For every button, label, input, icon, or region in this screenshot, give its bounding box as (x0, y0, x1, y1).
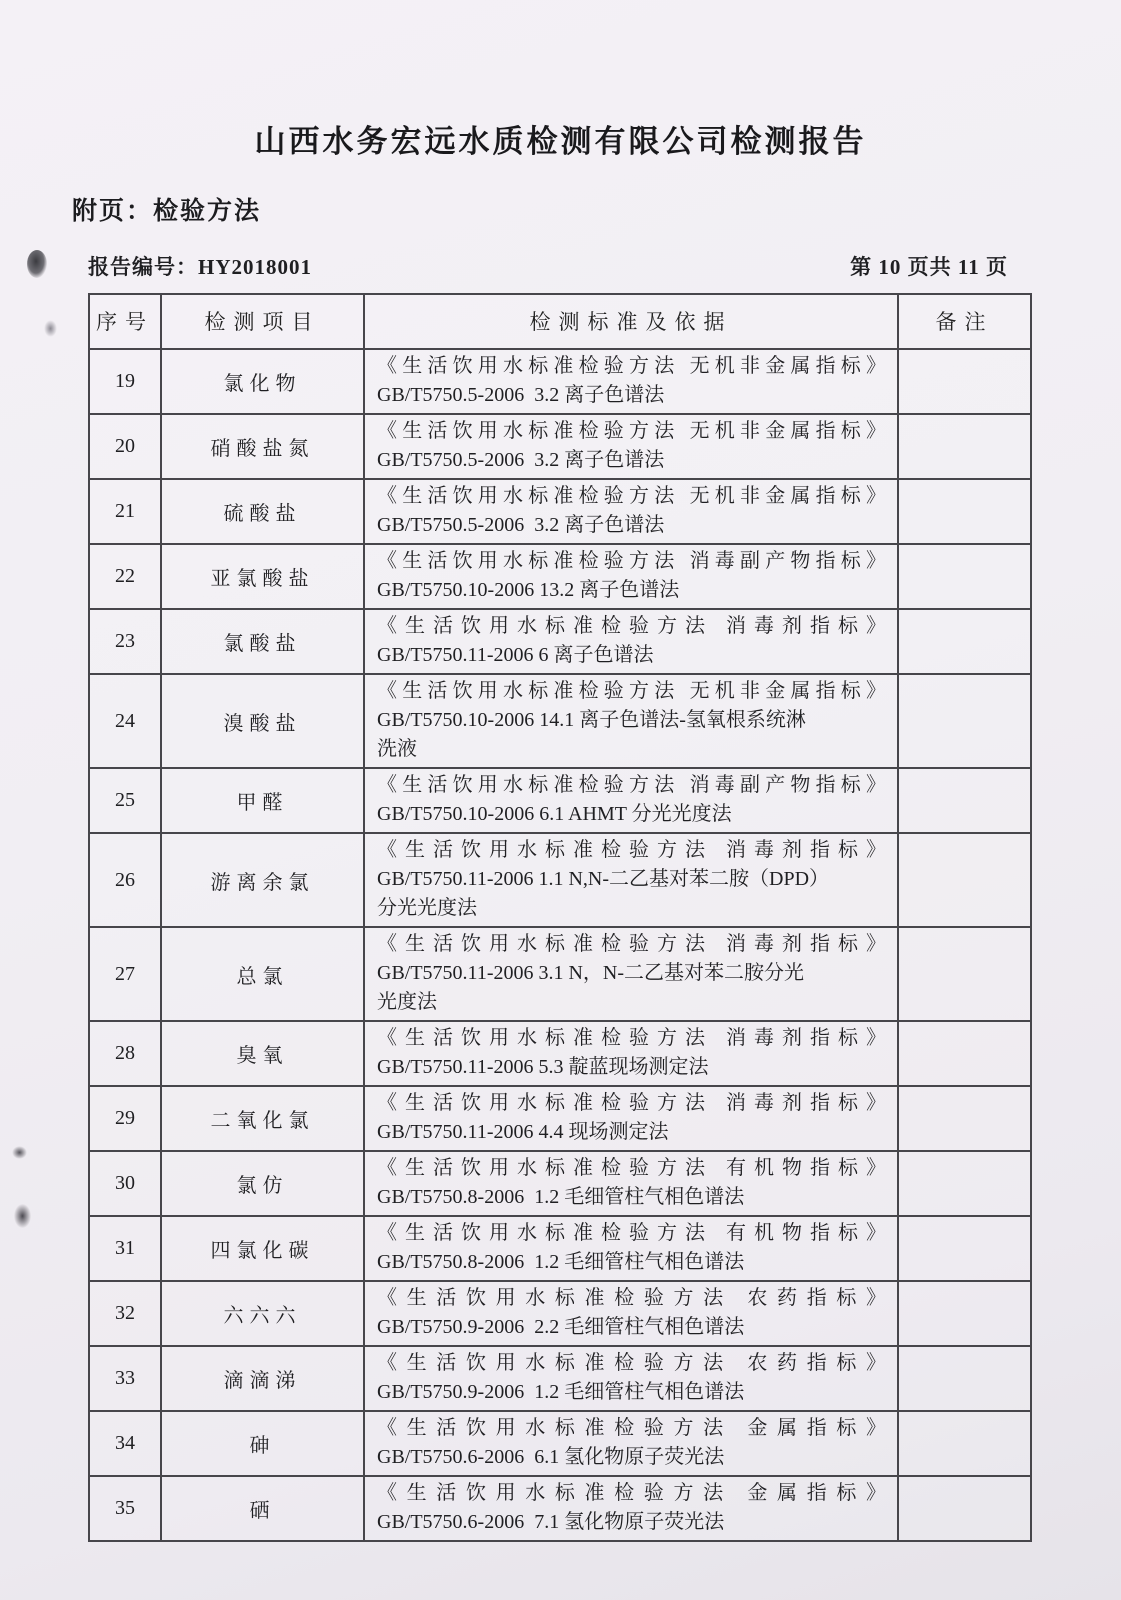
standard-method-line: GB/T5750.6-2006 7.1 氢化物原子荧光法 (377, 1511, 725, 1533)
standard-title-line: 《生活饮用水标准检验方法 消毒副产物指标》 (377, 774, 887, 796)
page-indicator: 第 10 页共 11 页 (850, 255, 1008, 279)
row-item: 总氯 (161, 927, 364, 1021)
row-no: 29 (89, 1086, 161, 1151)
row-item: 氯化物 (161, 349, 364, 414)
row-remark (898, 1216, 1031, 1281)
standard-title-line: 《生活饮用水标准检验方法 消毒剂指标》 (377, 839, 887, 861)
row-standard (364, 1346, 898, 1411)
row-remark (898, 1411, 1031, 1476)
table-row (89, 1346, 1031, 1411)
row-remark (898, 1021, 1031, 1086)
row-no: 34 (89, 1411, 161, 1476)
row-no: 33 (89, 1346, 161, 1411)
row-standard (364, 349, 898, 414)
row-item: 游离余氯 (161, 833, 364, 927)
header-remark: 备注 (898, 294, 1031, 349)
row-remark (898, 414, 1031, 479)
row-no: 27 (89, 927, 161, 1021)
row-remark (898, 1346, 1031, 1411)
row-item: 二氧化氯 (161, 1086, 364, 1151)
row-no: 32 (89, 1281, 161, 1346)
methods-table (88, 293, 1032, 1542)
header-item: 检测项目 (161, 294, 364, 349)
standard-method-line: GB/T5750.6-2006 6.1 氢化物原子荧光法 (377, 1446, 725, 1468)
row-remark (898, 544, 1031, 609)
row-item: 氯酸盐 (161, 609, 364, 674)
row-item: 溴酸盐 (161, 674, 364, 768)
standard-method-line: GB/T5750.11-2006 5.3 靛蓝现场测定法 (377, 1056, 709, 1078)
row-no: 21 (89, 479, 161, 544)
standard-title-line: 《生活饮用水标准检验方法 消毒剂指标》 (377, 615, 887, 637)
row-remark (898, 833, 1031, 927)
row-no: 26 (89, 833, 161, 927)
standard-title-line: 《生活饮用水标准检验方法 消毒副产物指标》 (377, 550, 887, 572)
row-no: 28 (89, 1021, 161, 1086)
row-standard (364, 1151, 898, 1216)
row-remark (898, 1476, 1031, 1541)
scan-artifact (44, 320, 57, 337)
standard-method-line: GB/T5750.5-2006 3.2 离子色谱法 (377, 514, 665, 536)
standard-title-line: 《生活饮用水标准检验方法 消毒剂指标》 (377, 1092, 887, 1114)
row-item: 亚氯酸盐 (161, 544, 364, 609)
row-no: 20 (89, 414, 161, 479)
table-row (89, 1021, 1031, 1086)
table-row (89, 1476, 1031, 1541)
row-no: 24 (89, 674, 161, 768)
row-no: 31 (89, 1216, 161, 1281)
row-standard (364, 768, 898, 833)
row-item: 砷 (161, 1411, 364, 1476)
methods-table-body (89, 349, 1031, 1541)
row-standard (364, 609, 898, 674)
standard-method-line: GB/T5750.5-2006 3.2 离子色谱法 (377, 449, 665, 471)
standard-title-line: 《生活饮用水标准检验方法 无机非金属指标》 (377, 420, 887, 442)
table-row (89, 609, 1031, 674)
row-remark (898, 927, 1031, 1021)
scan-artifact (12, 1146, 27, 1159)
standard-method-line: GB/T5750.9-2006 1.2 毛细管柱气相色谱法 (377, 1381, 745, 1403)
standard-method-line: GB/T5750.8-2006 1.2 毛细管柱气相色谱法 (377, 1186, 745, 1208)
row-standard (364, 1281, 898, 1346)
row-standard (364, 1086, 898, 1151)
row-standard (364, 1216, 898, 1281)
standard-method-line: GB/T5750.10-2006 6.1 AHMT 分光光度法 (377, 803, 732, 825)
row-item: 滴滴涕 (161, 1346, 364, 1411)
row-no: 19 (89, 349, 161, 414)
standard-method-line: GB/T5750.10-2006 14.1 离子色谱法-氢氧根系统淋 (377, 709, 806, 731)
standard-title-line: 《生活饮用水标准检验方法 有机物指标》 (377, 1222, 887, 1244)
row-standard (364, 414, 898, 479)
scan-artifact (27, 250, 47, 278)
table-row (89, 479, 1031, 544)
standard-title-line: 《生活饮用水标准检验方法 金属指标》 (377, 1417, 887, 1439)
row-no: 23 (89, 609, 161, 674)
row-item: 氯仿 (161, 1151, 364, 1216)
standard-title-line: 《生活饮用水标准检验方法 消毒剂指标》 (377, 1027, 887, 1049)
row-standard (364, 479, 898, 544)
standard-title-line: 《生活饮用水标准检验方法 农药指标》 (377, 1352, 887, 1374)
header-seq: 序号 (89, 294, 161, 349)
row-remark (898, 768, 1031, 833)
table-row (89, 1151, 1031, 1216)
standard-title-line: 《生活饮用水标准检验方法 无机非金属指标》 (377, 485, 887, 507)
row-standard (364, 1021, 898, 1086)
row-item: 硫酸盐 (161, 479, 364, 544)
standard-title-line: 《生活饮用水标准检验方法 有机物指标》 (377, 1157, 887, 1179)
scan-artifact (14, 1204, 31, 1228)
table-row (89, 1216, 1031, 1281)
row-standard (364, 927, 898, 1021)
row-item: 六六六 (161, 1281, 364, 1346)
standard-title-line: 《生活饮用水标准检验方法 金属指标》 (377, 1482, 887, 1504)
row-no: 30 (89, 1151, 161, 1216)
row-standard (364, 674, 898, 768)
row-remark (898, 1151, 1031, 1216)
row-no: 35 (89, 1476, 161, 1541)
standard-method-line: 洗液 (377, 738, 417, 760)
standard-title-line: 《生活饮用水标准检验方法 消毒剂指标》 (377, 933, 887, 955)
row-item: 硝酸盐氮 (161, 414, 364, 479)
row-item: 硒 (161, 1476, 364, 1541)
standard-method-line: GB/T5750.10-2006 13.2 离子色谱法 (377, 579, 680, 601)
table-row (89, 833, 1031, 927)
standard-method-line: GB/T5750.11-2006 1.1 N,N-二乙基对苯二胺（DPD） (377, 868, 830, 890)
standard-method-line: GB/T5750.11-2006 3.1 N，N-二乙基对苯二胺分光 (377, 962, 805, 984)
standard-method-line: GB/T5750.5-2006 3.2 离子色谱法 (377, 384, 665, 406)
table-row (89, 768, 1031, 833)
standard-method-line: GB/T5750.11-2006 4.4 现场测定法 (377, 1121, 669, 1143)
row-item: 臭氧 (161, 1021, 364, 1086)
row-remark (898, 1086, 1031, 1151)
row-item: 四氯化碳 (161, 1216, 364, 1281)
row-no: 25 (89, 768, 161, 833)
standard-method-line: 分光光度法 (377, 897, 477, 919)
row-standard (364, 1476, 898, 1541)
header-standard: 检测标准及依据 (364, 294, 898, 349)
standard-method-line: GB/T5750.9-2006 2.2 毛细管柱气相色谱法 (377, 1316, 745, 1338)
appendix-subtitle: 附页：检验方法 (72, 197, 262, 225)
table-row (89, 1281, 1031, 1346)
table-row (89, 1086, 1031, 1151)
table-row (89, 349, 1031, 414)
row-remark (898, 1281, 1031, 1346)
row-item: 甲醛 (161, 768, 364, 833)
standard-method-line: GB/T5750.8-2006 1.2 毛细管柱气相色谱法 (377, 1251, 745, 1273)
standard-title-line: 《生活饮用水标准检验方法 农药指标》 (377, 1287, 887, 1309)
table-row (89, 927, 1031, 1021)
row-remark (898, 349, 1031, 414)
table-row (89, 544, 1031, 609)
row-remark (898, 674, 1031, 768)
table-header-row (89, 294, 1031, 349)
meta-row (88, 251, 1030, 281)
table-row (89, 674, 1031, 768)
standard-title-line: 《生活饮用水标准检验方法 无机非金属指标》 (377, 355, 887, 377)
standard-method-line: 光度法 (377, 991, 437, 1013)
report-number: 报告编号：HY2018001 (88, 255, 312, 279)
table-row (89, 414, 1031, 479)
table-row (89, 1411, 1031, 1476)
standard-method-line: GB/T5750.11-2006 6 离子色谱法 (377, 644, 654, 666)
standard-title-line: 《生活饮用水标准检验方法 无机非金属指标》 (377, 680, 887, 702)
row-standard (364, 833, 898, 927)
row-remark (898, 609, 1031, 674)
row-standard (364, 544, 898, 609)
page-title: 山西水务宏远水质检测有限公司检测报告 (254, 124, 867, 159)
row-no: 22 (89, 544, 161, 609)
row-standard (364, 1411, 898, 1476)
row-remark (898, 479, 1031, 544)
